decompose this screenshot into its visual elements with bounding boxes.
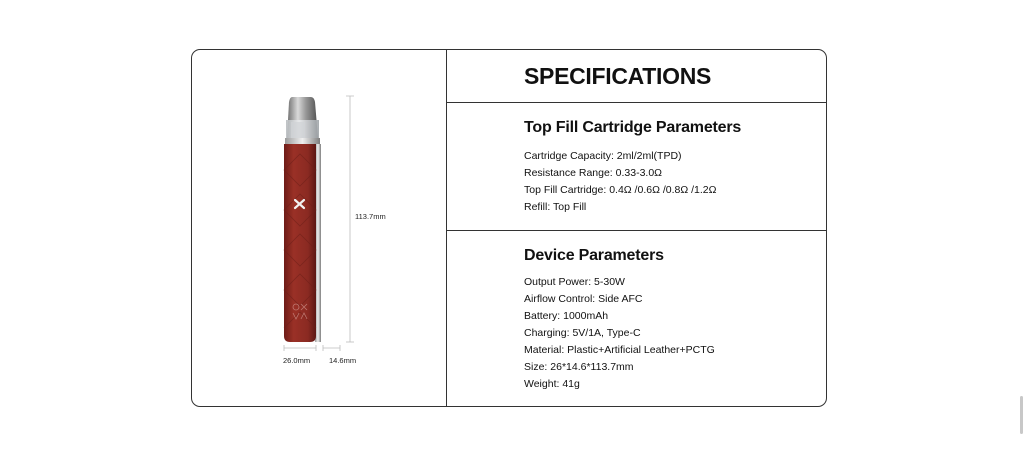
height-label: 113.7mm xyxy=(355,212,386,221)
width-label: 26.0mm xyxy=(283,356,311,365)
title-row xyxy=(447,50,826,103)
spec-item: Battery: 1000mAh xyxy=(524,310,609,322)
spec-item: Cartridge Capacity: 2ml/2ml(TPD) xyxy=(524,150,682,162)
cartridge-section xyxy=(447,103,826,231)
device-illustration xyxy=(192,50,447,407)
spec-item: Refill: Top Fill xyxy=(524,201,587,213)
spec-item: Material: Plastic+Artificial Leather+PCTG xyxy=(524,344,715,356)
depth-dimension-line xyxy=(323,345,340,351)
page-title: SPECIFICATIONS xyxy=(524,63,712,89)
product-panel xyxy=(192,50,447,406)
spec-item: Top Fill Cartridge: 0.4Ω /0.6Ω /0.8Ω /1.2Ω xyxy=(524,184,717,196)
depth-label: 14.6mm xyxy=(329,356,357,365)
spec-card xyxy=(191,49,827,407)
spec-item: Airflow Control: Side AFC xyxy=(524,293,643,305)
spec-item: Weight: 41g xyxy=(524,378,580,390)
spec-item: Charging: 5V/1A, Type-C xyxy=(524,327,641,339)
section-heading: Device Parameters xyxy=(524,247,664,264)
height-dimension-line xyxy=(346,96,354,342)
spec-item: Resistance Range: 0.33-3.0Ω xyxy=(524,167,663,179)
spec-item: Size: 26*14.6*113.7mm xyxy=(524,361,634,373)
device-section xyxy=(447,231,826,406)
spec-panel xyxy=(447,50,826,406)
page-scrollbar[interactable] xyxy=(1020,396,1023,434)
spec-item: Output Power: 5-30W xyxy=(524,276,625,288)
metal-collar xyxy=(285,138,320,144)
spec-list xyxy=(524,274,715,393)
section-heading: Top Fill Cartridge Parameters xyxy=(524,119,742,136)
width-dimension-line xyxy=(284,345,316,351)
spec-list xyxy=(524,148,716,216)
